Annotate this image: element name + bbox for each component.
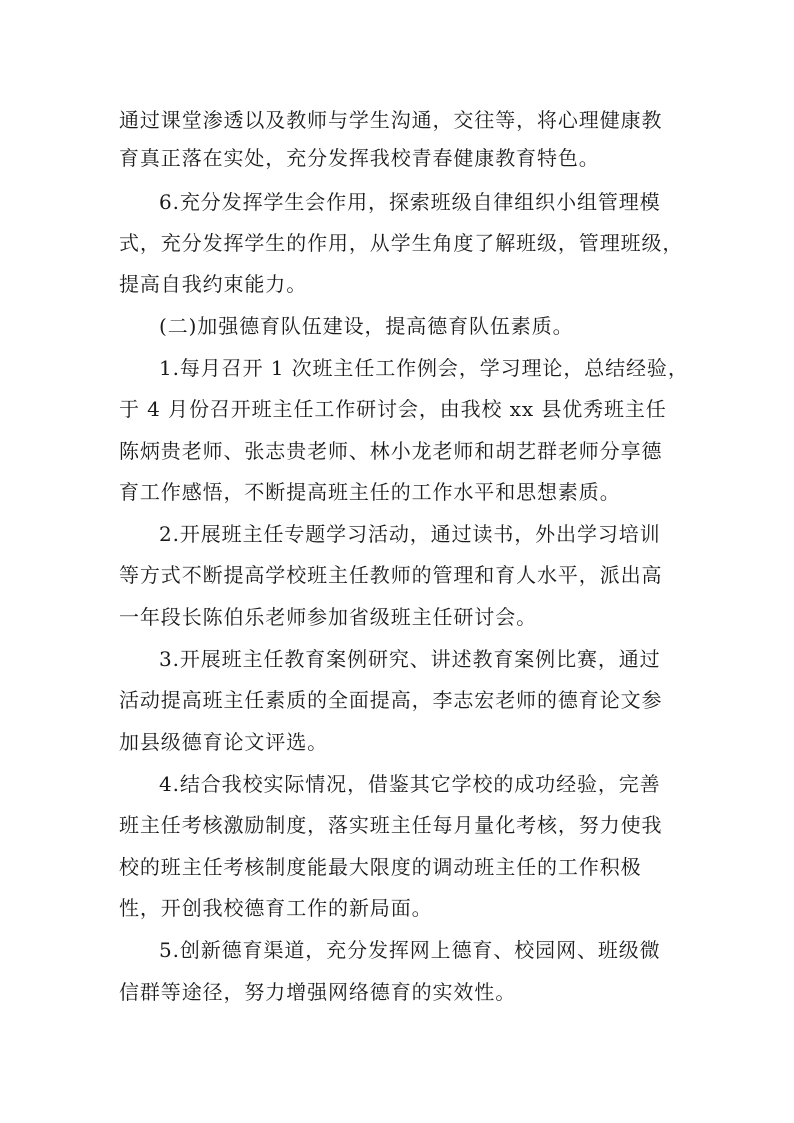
text-line: 校的班主任考核制度能最大限度的调动班主任的工作积极 — [119, 855, 642, 879]
text-line: 1.每月召开 1 次班主任工作例会，学习理论，总结经验， — [159, 356, 689, 380]
text-line: 3.开展班主任教育案例研究、讲述教育案例比赛，通过 — [159, 647, 661, 671]
text-line: 班主任考核激励制度，落实班主任每月量化考核，努力使我 — [119, 813, 663, 837]
text-line: 性，开创我校德育工作的新局面。 — [119, 896, 433, 920]
text-line: 6.充分发挥学生会作用，探索班级自律组织小组管理模 — [159, 190, 661, 214]
text-line: 于 4 月份召开班主任工作研讨会，由我校 xx 县优秀班主任 — [119, 397, 667, 421]
text-line: 一年段长陈伯乐老师参加省级班主任研讨会。 — [119, 605, 537, 629]
text-line: 式，充分发挥学生的作用，从学生角度了解班级，管理班级， — [119, 231, 684, 255]
text-line: 育工作感悟，不断提高班主任的工作水平和思想素质。 — [119, 480, 621, 504]
text-line: 5.创新德育渠道，充分发挥网上德育、校园网、班级微 — [159, 938, 661, 962]
text-line: 信群等途径，努力增强网络德育的实效性。 — [119, 980, 517, 1004]
text-line: 活动提高班主任素质的全面提高，李志宏老师的德育论文参 — [119, 688, 663, 712]
text-line: 陈炳贵老师、张志贵老师、林小龙老师和胡艺群老师分享德 — [119, 439, 663, 463]
text-line: 提高自我约束能力。 — [119, 272, 308, 296]
text-line: 2.开展班主任专题学习活动，通过读书，外出学习培训 — [159, 522, 661, 546]
text-line: 加县级德育论文评选。 — [119, 730, 328, 754]
text-line: 等方式不断提高学校班主任教师的管理和育人水平，派出高 — [119, 563, 663, 587]
text-line: (二)加强德育队伍建设，提高德育队伍素质。 — [159, 314, 574, 338]
text-line: 4.结合我校实际情况，借鉴其它学校的成功经验，完善 — [159, 772, 661, 796]
text-line: 通过课堂渗透以及教师与学生沟通，交往等，将心理健康教 — [119, 108, 663, 132]
text-line: 育真正落在实处，充分发挥我校青春健康教育特色。 — [119, 146, 600, 170]
